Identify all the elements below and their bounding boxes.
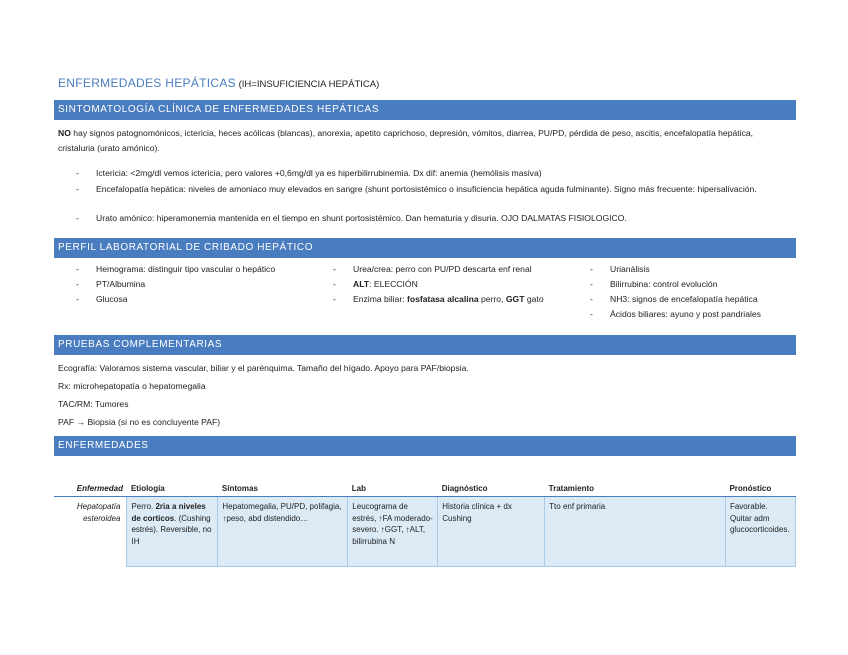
col-header-sintomas: Síntomas (218, 480, 348, 497)
list-item: - Hemograma: distinguir tipo vascular o hepático (76, 264, 276, 274)
perfil-column-1 (76, 262, 296, 307)
section-header-pruebas: PRUEBAS COMPLEMENTARIAS (54, 335, 796, 355)
list-item: - PT/Albumina (76, 279, 146, 289)
bullet-urato: Urato amónico: hiperamonemia mantenida en el tiempo en shunt portosistémico. Dan hematuria y disuria. OJO DALMATAS FISIOLOGICO. (96, 213, 627, 223)
list-item: - NH3: signos de encefalopatía hepática (590, 294, 758, 304)
page-title (58, 76, 379, 90)
sintomatologia-intro (58, 126, 792, 156)
perfil-column-3 (590, 262, 796, 322)
list-item: - Ácidos biliares: ayuno y post pandriales (590, 309, 761, 319)
cell-enfermedad: Hepatopatía esteroidea (54, 497, 127, 567)
col-header-tratamiento: Tratamiento (545, 480, 726, 497)
cell-pronostico: Favorable. Quitar adm glucocorticoides. (725, 497, 795, 567)
list-item: - Encefalopatía hepática: niveles de amoniaco muy elevados en sangre (shunt portosistémico o insuficiencia hepática aguda fulminante). Signo más frecuente: hipersalivación. (76, 182, 792, 197)
list-item: - Urato amónico: hiperamonemia mantenida en el tiempo en shunt portosistémico. Dan hematuria y disuria. OJO DALMATAS FISIOLOGICO. (76, 211, 792, 226)
title-sub: (IH=INSUFICIENCIA HEPÁTICA) (235, 79, 380, 90)
cell-diagnostico: Historia clínica + dx Cushing (438, 497, 545, 567)
list-item: - Glucosa (76, 294, 128, 304)
title-main: ENFERMEDADES HEPÁTICAS (58, 76, 236, 90)
table-header-row (54, 480, 796, 497)
enfermedades-table (54, 480, 796, 567)
list-item: - Urea/crea: perro con PU/PD descarta enf renal (333, 264, 532, 274)
section-header-sintomatologia: SINTOMATOLOGÍA CLÍNICA DE ENFERMEDADES HEPÁTICAS (54, 100, 796, 120)
cell-lab: Leucograma de estrés, ↑FA moderado-severo. ↑GGT, ↑ALT, bilirrubina N (348, 497, 438, 567)
cell-sintomas: Hepatomegalia, PU/PD, polifagia, ↑peso, abd distendido… (218, 497, 348, 567)
col-header-pronostico: Pronóstico (725, 480, 795, 497)
list-item: - Urianálisis (590, 264, 650, 274)
pruebas-line: TAC/RM: Tumores (58, 399, 129, 409)
bullet-ictericia: Ictericia: <2mg/dl vemos ictericia, pero valores +0,6mg/dl ya es hiperbilirrubinemia. Dx dif: anemia (hemólisis masiva) (96, 168, 542, 178)
col-header-lab: Lab (348, 480, 438, 497)
bullet-encefalopatia: Encefalopatía hepática: niveles de amoniaco muy elevados en sangre (shunt portosistémico o insuficiencia hepática aguda fulminante). Signo más frecuente: hipersalivación. (96, 184, 757, 194)
col-header-enfermedad: Enfermedad (54, 480, 127, 497)
cell-etiologia: Perro. 2ria a niveles de corticos. (Cushing estrés). Reversible, no IH (127, 497, 218, 567)
pruebas-line: PAF → Biopsia (si no es concluyente PAF) (58, 417, 221, 427)
list-item: - Ictericia: <2mg/dl vemos ictericia, pero valores +0,6mg/dl ya es hiperbilirrubinemia. Dx dif: anemia (hemólisis masiva) (76, 166, 792, 181)
col-header-diagnostico: Diagnóstico (438, 480, 545, 497)
pruebas-line: Ecografía: Valoramos sistema vascular, biliar y el parénquima. Tamaño del hígado. Apoyo para PAF/biopsia. (58, 363, 469, 373)
intro-bold: NO (58, 128, 71, 138)
intro-text: hay signos patognomónicos, ictericia, heces acólicas (blancas), anorexia, apetito caprichoso, depresión, vómitos, diarrea, PU/PD, pérdida de peso, ascitis, encefalopatía hepática, cristaluria (urato amónico). (58, 128, 754, 153)
pruebas-line: Rx: microhepatopatía o hepatomegalia (58, 381, 206, 391)
col-header-etiologia: Etiología (127, 480, 218, 497)
list-item: - Enzima biliar: fosfatasa alcalina perro, GGT gato (333, 294, 544, 304)
list-item: - ALT: ELECCIÓN (333, 279, 418, 289)
table-row (54, 497, 796, 567)
section-header-enfermedades: ENFERMEDADES (54, 436, 796, 456)
cell-tratamiento: Tto enf primaria (545, 497, 726, 567)
perfil-column-2 (333, 262, 551, 307)
list-item: - Bilirrubina: control evolución (590, 279, 718, 289)
section-header-perfil: PERFIL LABORATORIAL DE CRIBADO HEPÁTICO (54, 238, 796, 258)
